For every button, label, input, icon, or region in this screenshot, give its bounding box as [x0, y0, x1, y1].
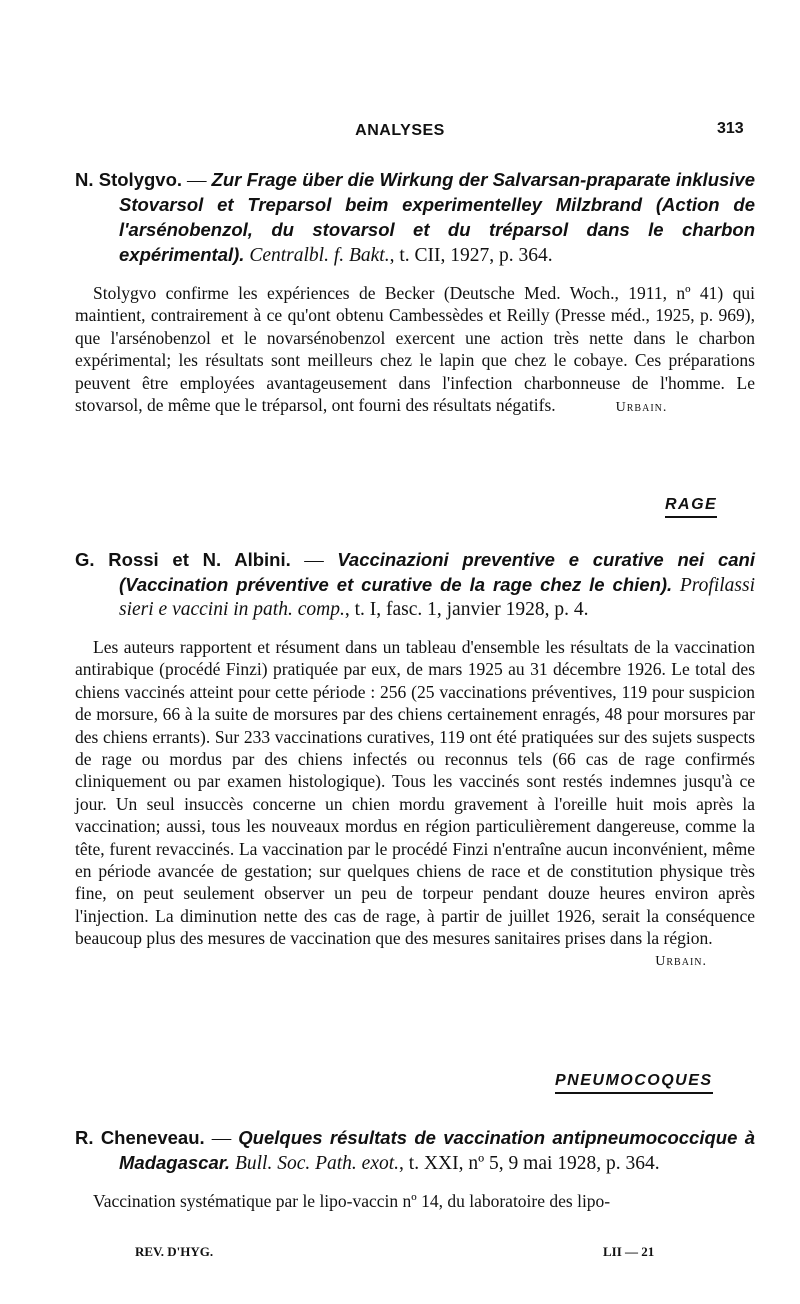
entry-heading [75, 548, 755, 622]
entry-source: Bull. Soc. Path. exot. [234, 1153, 400, 1174]
section-heading-pneumocoques: PNEUMOCOQUES [555, 1072, 713, 1094]
entry-dash: — [204, 1128, 239, 1149]
running-title: ANALYSES [355, 122, 445, 139]
entry-source: Profilassi sieri e vaccini in path. comp. [119, 575, 756, 620]
entry-title: Quelques résultats de vaccination antipneumococcique à Madagascar. [119, 1127, 755, 1173]
entry-title: Vaccinazioni preventive e curative nei cani (Vaccination préventive et curative de la rage chez le chien). [119, 549, 755, 595]
entry-source: Centralbl. f. Bakt. [249, 245, 390, 266]
entry-source-details: , t. XXI, nº 5, 9 mai 1928, p. 364. [399, 1153, 660, 1174]
entry-heading [75, 168, 755, 268]
section-heading-rage: RAGE [665, 496, 717, 518]
analysis-entry-rossi-albini [75, 548, 755, 970]
entry-dash: — [182, 170, 212, 191]
entry-body [75, 282, 755, 419]
entry-body: Vaccination systématique par le lipo-vaccin nº 14, du laboratoire des lipo- [93, 1191, 611, 1211]
entry-dash: — [290, 550, 338, 571]
entry-heading [75, 1126, 755, 1176]
entry-title: Zur Frage über die Wirkung der Salvarsan-praparate inklusive Stovarsol et Treparsol beim experimentelley Milzbrand (Action de l'arsénobenzol, du stovarsol et du tréparsol dans le charbon expérimental). [119, 169, 756, 265]
entry-body: Les auteurs rapportent et résument dans un tableau d'ensemble les résultats de la vaccination antirabique (procédé Finzi) pratiquée par eux, de mars 1925 au 31 décembre 1926. Le total des chiens vaccinés atteint pour cette période : 256 (25 vaccinations préventives, 119 pour suspicion de morsure, 66 à la suite de morsures par des chiens certainement enragés, 48 pour morsures par des chiens errants). Sur 233 vaccinations curatives, 119 ont été pratiquées sur des sujets suspects de rage ou mordus par des chiens infectés ou reconnus tels (66 cas de rage confirmés cliniquement ou par examen histologique). Tous les vaccinés sont restés indemnes jusqu'à ce jour. Un seul insuccès concerne un chien mordu gravement à l'oreille huit mois après la vaccination; aussi, tous les nouveaux mordus en région particulièrement dangereuse, comme la tête, furent revaccinés. La vaccination par le procédé Finzi n'entraîne aucun inconvénient, même en période avancée de gestation; sur quelques chiens de race et de constitution physique très fine, on peut seulement observer un peu de torpeur pendant douze heures environ après l'injection. La diminution nette des cas de rage, à partir de juillet 1926, serait la conséquence beaucoup plus des mesures de vaccination que des mesures sanitaires prises dans la région. [75, 637, 755, 949]
entry-signature: Urbain. [615, 400, 668, 416]
entry-author: R. Cheneveau. [75, 1127, 205, 1148]
analysis-entry-stolygvo [75, 168, 755, 419]
page-number: 313 [717, 120, 744, 137]
entry-body-text: Stolygvo confirme les expériences de Becker (Deutsche Med. Woch., 1911, nº 41) qui maintient, contrairement à ce qu'ont obtenu Cambessèdes et Reilly (Presse méd., 1925, p. 969), que l'arsénobenzol et le novarsénobenzol exercent une action très nette dans le charbon expérimental; les résultats sont meilleurs chez le lapin que chez le cobaye. Ces préparations peuvent être employées avantageusement dans l'infection charbonneuse de l'homme. Le stovarsol, de même que le tréparsol, ont fourni des résultats négatifs. [75, 283, 755, 416]
entry-author: G. Rossi et N. Albini. [75, 549, 291, 570]
footer-signature-mark: LII — 21 [603, 1244, 655, 1259]
analysis-entry-cheneveau [75, 1126, 755, 1212]
entry-author: N. Stolygvo. [75, 169, 183, 190]
entry-source-details: , t. CII, 1927, p. 364. [389, 245, 553, 266]
footer-journal: REV. D'HYG. [135, 1244, 214, 1259]
entry-signature: Urbain. [655, 953, 707, 969]
entry-source-details: , t. I, fasc. 1, janvier 1928, p. 4. [344, 599, 589, 620]
